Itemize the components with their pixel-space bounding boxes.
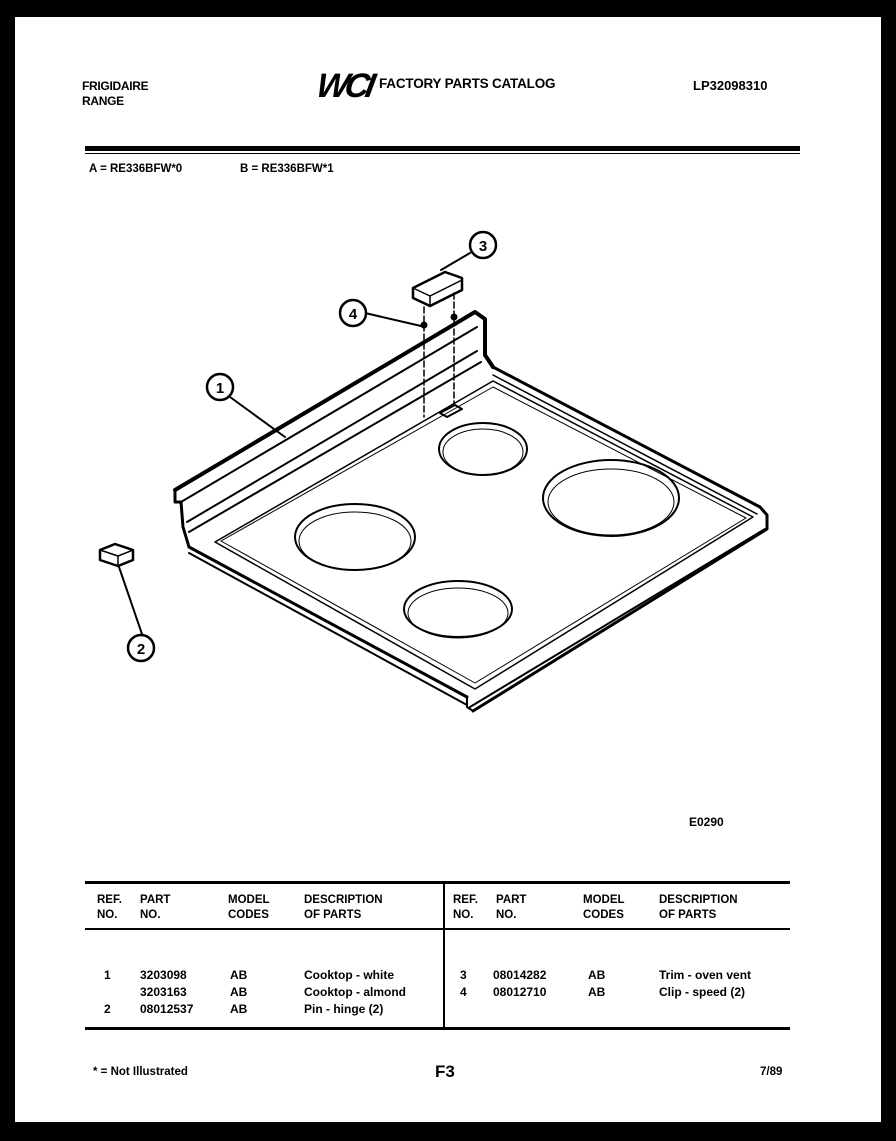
header-part-no: PART NO. <box>140 894 171 921</box>
brand-block <box>82 79 148 109</box>
model-b: B = RE336BFW*1 <box>240 163 334 175</box>
table-row-ref: 4 <box>460 985 467 999</box>
callout-3: 3 <box>478 238 488 255</box>
table-row-desc: Trim - oven vent <box>659 968 752 982</box>
table-row-ref: 3 <box>460 968 467 982</box>
model-a: A = RE336BFW*0 <box>89 163 183 175</box>
table-row-ref: 1 <box>104 968 111 982</box>
table-row-desc: Cooktop - almond <box>304 985 406 999</box>
header-ref-no-right: REF. NO. <box>453 894 478 921</box>
callout-1: 1 <box>215 380 225 397</box>
table-row-codes: AB <box>588 985 606 999</box>
not-illustrated-note: * = Not Illustrated <box>93 1066 188 1078</box>
page-number: F3 <box>435 1062 455 1081</box>
header-ref-no: REF. NO. <box>97 894 122 921</box>
catalog-title: FACTORY PARTS CATALOG <box>379 76 556 91</box>
table-header-rule <box>85 928 790 930</box>
table-row-part: 08012537 <box>140 1002 194 1016</box>
header-rule-thin <box>85 153 800 154</box>
table-row-desc: Clip - speed (2) <box>659 985 746 999</box>
header-rule <box>85 146 800 151</box>
table-row-part: 08012710 <box>493 985 547 999</box>
parts-table <box>85 881 790 1029</box>
table-bottom-rule <box>85 1027 790 1030</box>
diagram-code: E0290 <box>689 815 724 829</box>
table-row-part: 3203163 <box>140 985 187 999</box>
table-row-part: 3203098 <box>140 968 187 982</box>
table-top-rule <box>85 881 790 884</box>
table-row-part: 08014282 <box>493 968 547 982</box>
product-type: RANGE <box>82 94 124 108</box>
catalog-number: LP32098310 <box>693 78 768 93</box>
table-row-codes: AB <box>230 968 248 982</box>
brand-name: FRIGIDAIRE <box>82 79 149 93</box>
table-divider <box>443 881 445 1029</box>
header-description: DESCRIPTION OF PARTS <box>304 894 383 921</box>
table-row-desc: Cooktop - white <box>304 968 394 982</box>
callout-2: 2 <box>136 641 146 658</box>
header-part-no-right: PART NO. <box>496 894 527 921</box>
catalog-page <box>15 17 881 1122</box>
wci-logo: WCI <box>313 67 375 105</box>
table-row-codes: AB <box>230 1002 248 1016</box>
cooktop-exploded-diagram <box>15 197 881 837</box>
header-description-right: DESCRIPTION OF PARTS <box>659 894 738 921</box>
table-row-ref: 2 <box>104 1002 111 1016</box>
table-row-codes: AB <box>588 968 606 982</box>
callout-4: 4 <box>348 306 358 323</box>
header-model-codes: MODEL CODES <box>228 894 270 921</box>
table-row-codes: AB <box>230 985 248 999</box>
table-row-desc: Pin - hinge (2) <box>304 1002 384 1016</box>
catalog-date: 7/89 <box>760 1066 783 1078</box>
header-model-codes-right: MODEL CODES <box>583 894 625 921</box>
